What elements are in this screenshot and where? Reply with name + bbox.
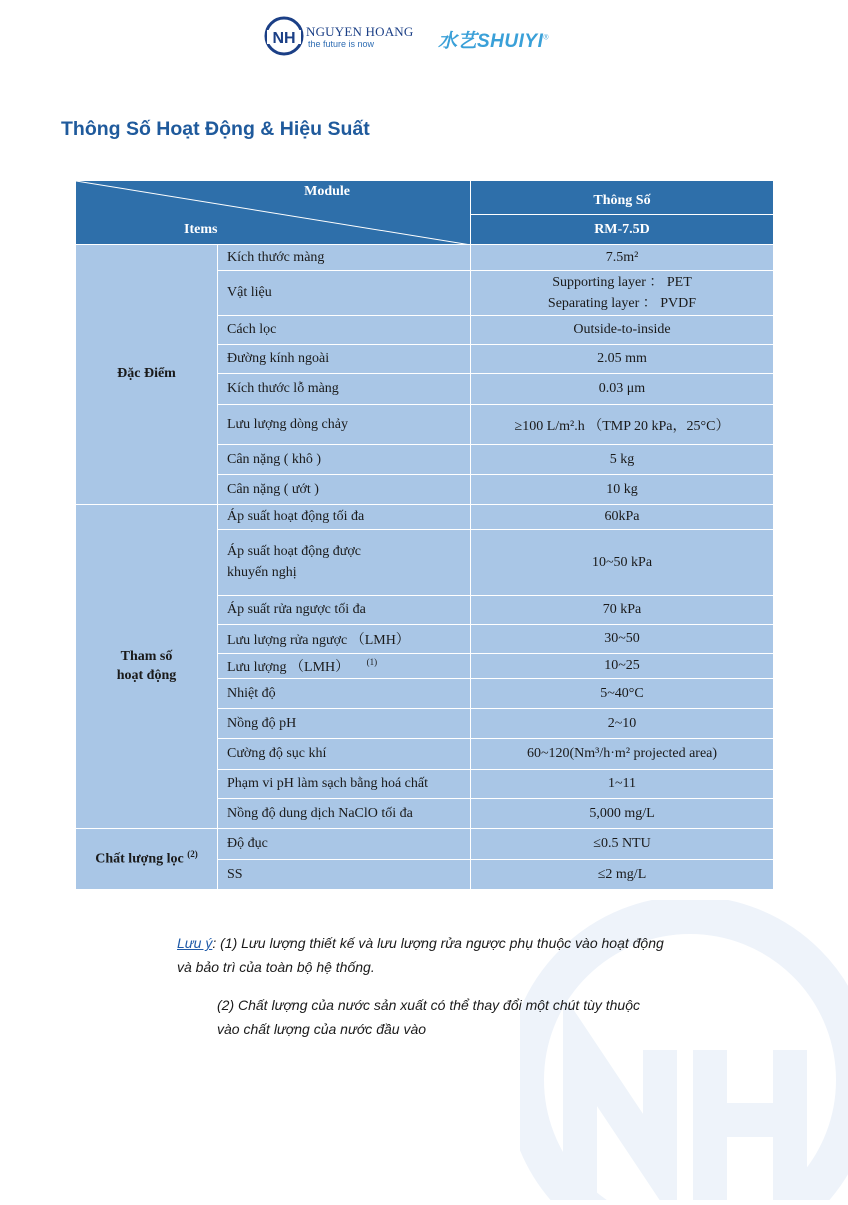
row-value: 60~120(Nm³/h·m² projected area) (471, 739, 774, 770)
row-name: SS (218, 860, 471, 890)
row-value: ≥100 L/m².h （TMP 20 kPa，25°C） (471, 405, 774, 445)
note-text: : (1) Lưu lượng thiết kế và lưu lượng rửa ngược phụ thuộc vào hoạt động (212, 935, 664, 951)
name-text: Lưu lượng （LMH） (227, 660, 350, 675)
spec-table (75, 180, 774, 890)
row-value: Outside-to-inside (471, 316, 774, 345)
header-params: Thông Số (471, 181, 774, 215)
row-value: 2.05 mm (471, 345, 774, 374)
group-tham-so (76, 505, 218, 829)
row-value: 60kPa (471, 505, 774, 530)
row-value: 10 kg (471, 475, 774, 505)
row-name: Vật liệu (218, 271, 471, 316)
group-name-line: hoạt động (116, 667, 177, 683)
name-line: Áp suất hoạt động được (227, 544, 361, 560)
row-name: Đường kính ngoài (218, 345, 471, 374)
brand-tagline: the future is now (308, 39, 375, 49)
note-text: (2) Chất lượng của nước sản xuất có thể thay đổi một chút tùy thuộc (217, 997, 641, 1013)
svg-text:NH: NH (272, 30, 296, 47)
row-value: 70 kPa (471, 596, 774, 625)
row-name: Lưu lượng rửa ngược （LMH） (218, 625, 471, 654)
row-name: Áp suất rửa ngược tối đa (218, 596, 471, 625)
brand-name: NGUYEN HOANG (306, 24, 414, 39)
row-name: Cân nặng ( ướt ) (218, 475, 471, 505)
row-name: Cân nặng ( khô ) (218, 445, 471, 475)
note-text: và bảo trì của toàn bộ hệ thống. (177, 959, 375, 975)
row-name: Lưu lượng dòng chảy (218, 405, 471, 445)
row-name: Kích thước lỗ màng (218, 374, 471, 405)
row-name: Kích thước màng (218, 245, 471, 271)
page-header (0, 12, 848, 62)
row-name: Cường độ sục khí (218, 739, 471, 770)
row-name: Độ đục (218, 829, 471, 860)
row-value: 2~10 (471, 709, 774, 739)
group-name-line: Tham số (120, 648, 173, 664)
header-items: Items (184, 222, 218, 237)
row-name: Áp suất hoạt động tối đa (218, 505, 471, 530)
footnote-marker: (1) (366, 657, 378, 668)
group-chat-luong (76, 829, 218, 890)
group-dac-diem: Đặc Điểm (76, 245, 218, 505)
nguyen-hoang-logo-icon (264, 16, 304, 56)
row-value: 30~50 (471, 625, 774, 654)
row-name: Cách lọc (218, 316, 471, 345)
value-line: Supporting layer ： PET (552, 275, 692, 290)
note-1 (177, 931, 777, 979)
row-name (218, 654, 471, 679)
note-label: Lưu ý (177, 935, 213, 951)
footnote-marker: (2) (187, 849, 198, 860)
row-value: 1~11 (471, 770, 774, 799)
row-value: 5 kg (471, 445, 774, 475)
row-name: Nhiệt độ (218, 679, 471, 709)
note-2 (217, 993, 777, 1041)
note-text: vào chất lượng của nước đầu vào (217, 1021, 427, 1037)
row-value: 5,000 mg/L (471, 799, 774, 829)
row-name: Phạm vi pH làm sạch bằng hoá chất (218, 770, 471, 799)
group-name: Chất lượng lọc (95, 851, 184, 867)
row-name: Nồng độ pH (218, 709, 471, 739)
header-model: RM-7.5D (471, 215, 774, 245)
row-value: ≤0.5 NTU (471, 829, 774, 860)
page-title: Thông Số Hoạt Động & Hiệu Suất (61, 118, 370, 140)
row-value (471, 271, 774, 316)
row-value: 10~50 kPa (471, 530, 774, 596)
row-value: 10~25 (471, 654, 774, 679)
row-value: 7.5m² (471, 245, 774, 271)
row-value: 5~40°C (471, 679, 774, 709)
diagonal-divider (76, 181, 471, 245)
name-line: khuyến nghị (227, 564, 297, 580)
row-value: 0.03 μm (471, 374, 774, 405)
row-value: ≤2 mg/L (471, 860, 774, 890)
shuiyi-logo: 水艺SHUIYI® (438, 31, 550, 52)
row-name (218, 530, 471, 596)
row-name: Nồng độ dung dịch NaClO tối đa (218, 799, 471, 829)
value-line: Separating layer ： PVDF (547, 296, 697, 311)
header-module-items (76, 181, 471, 245)
header-module: Module (304, 184, 350, 199)
